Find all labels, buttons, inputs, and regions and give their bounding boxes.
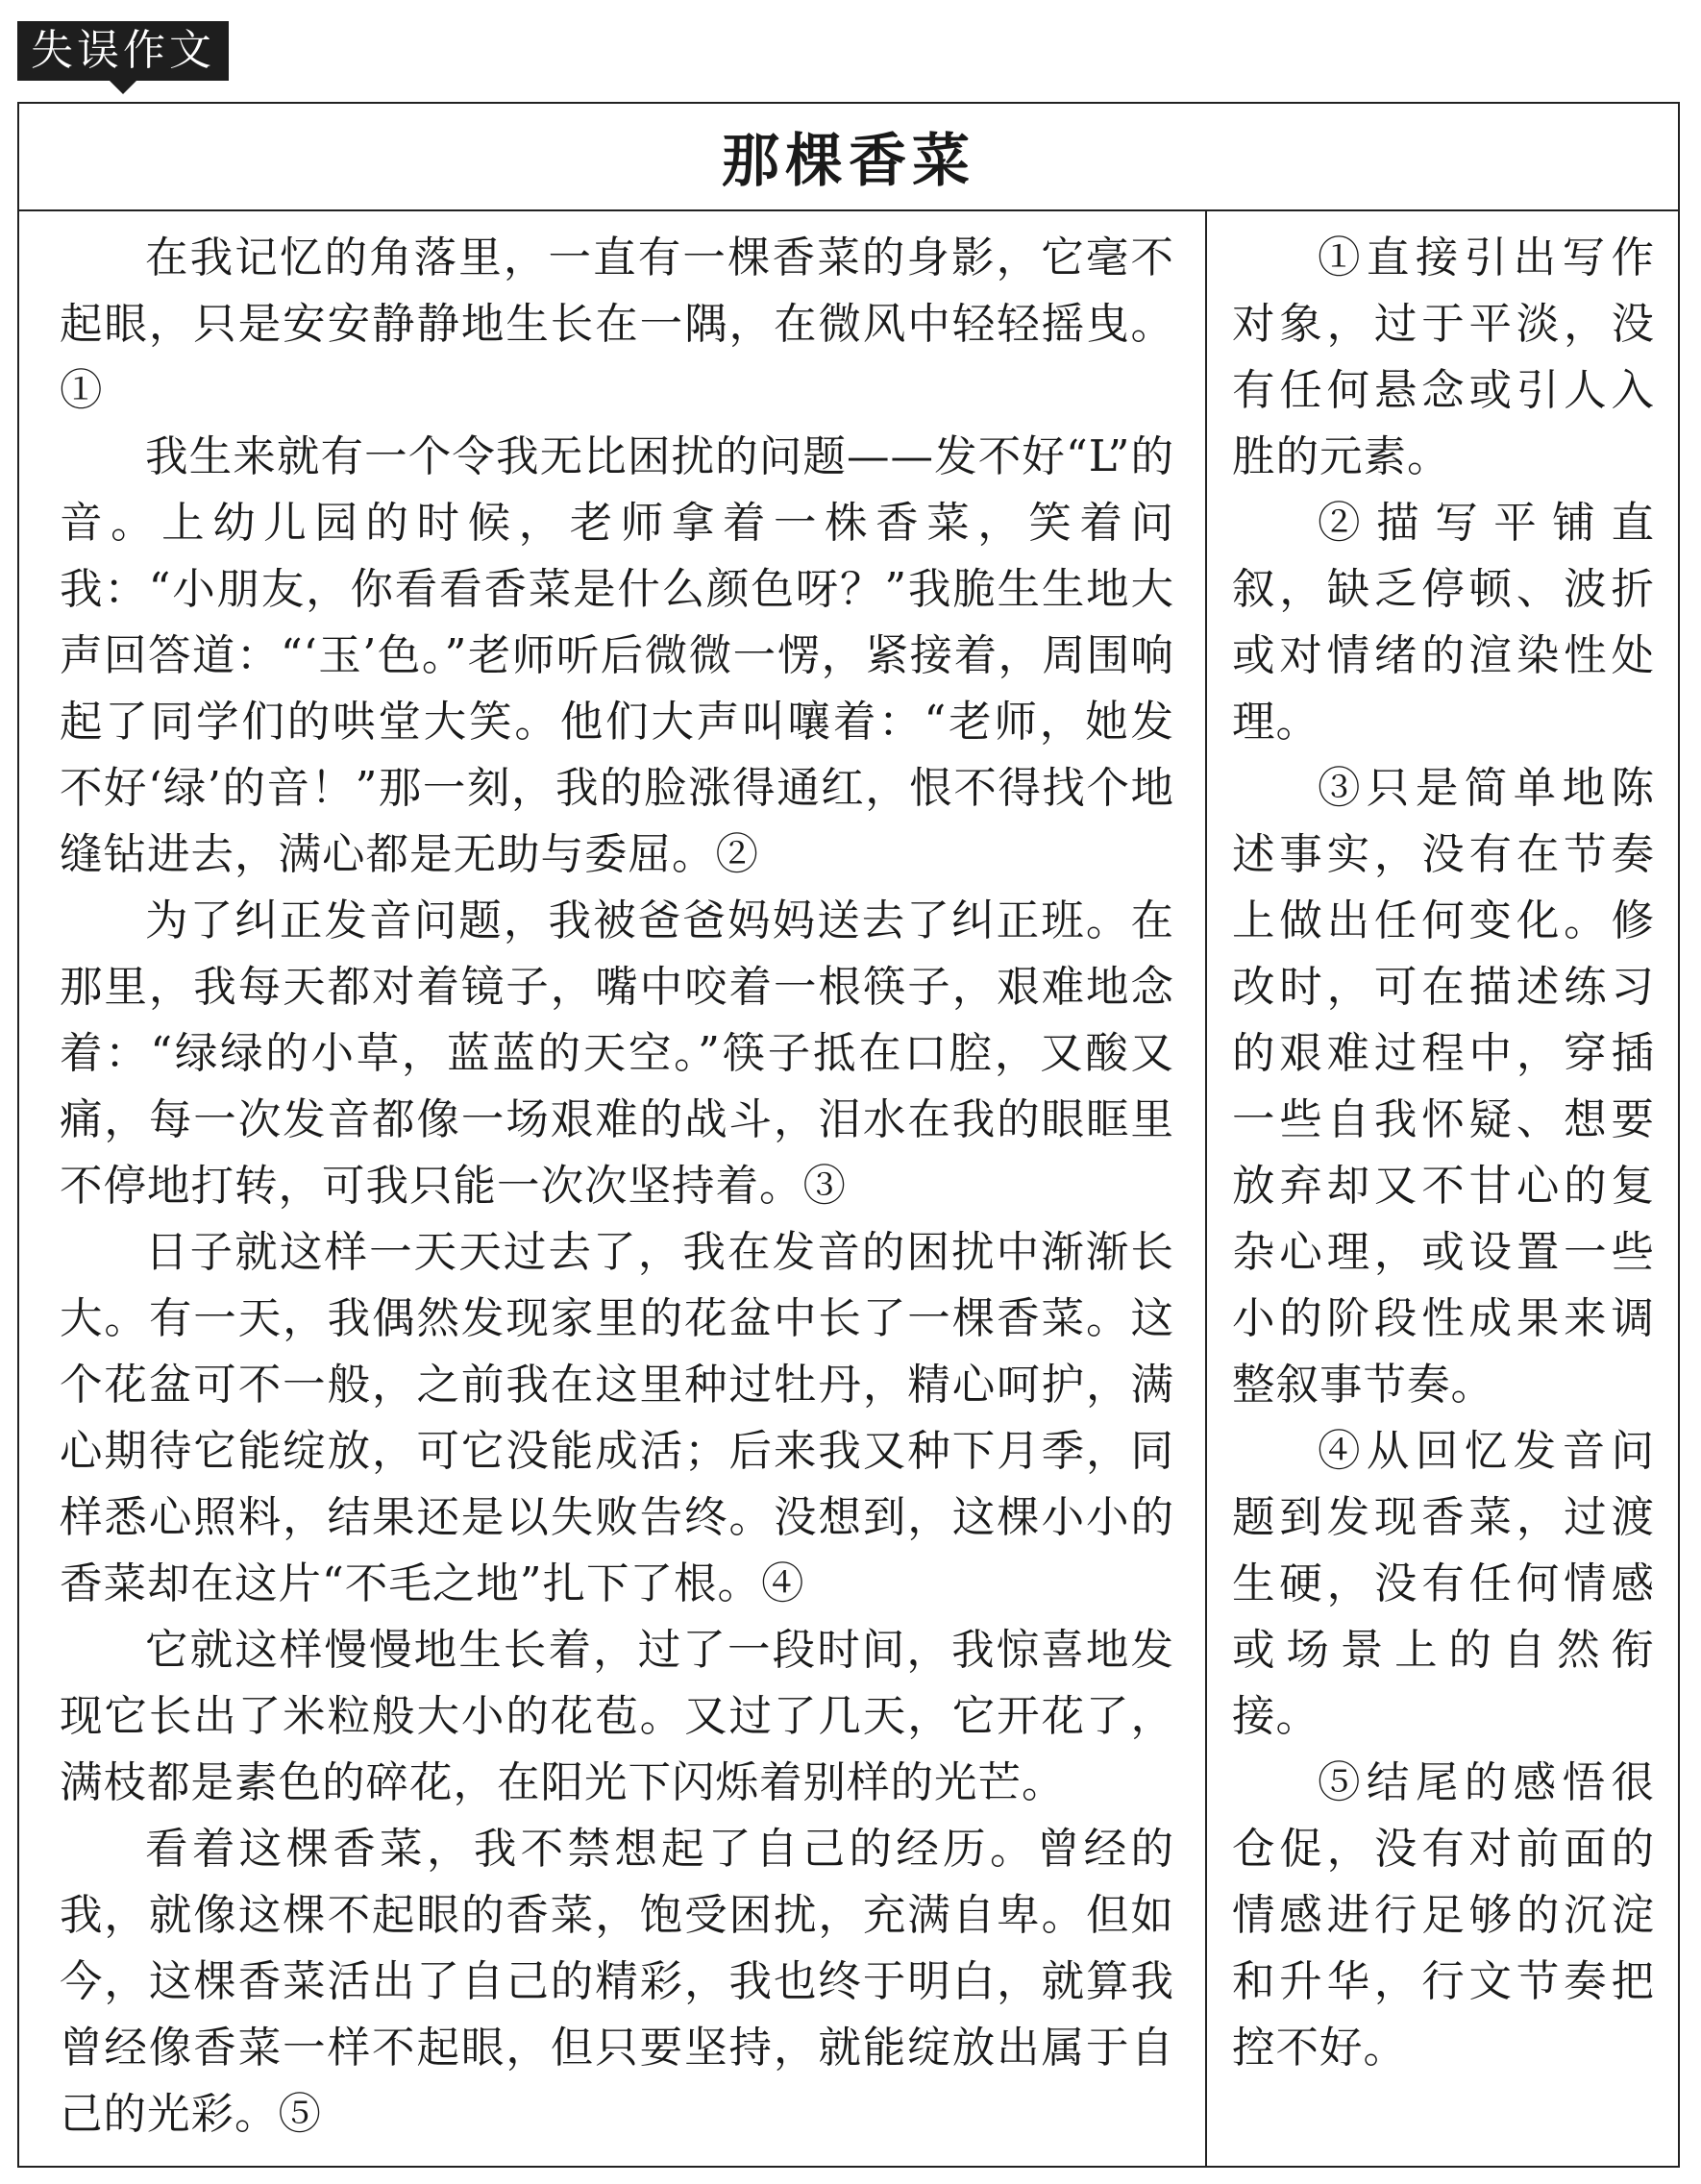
article-frame bbox=[17, 102, 1680, 2168]
essay-paragraph: 为了纠正发音问题，我被爸爸妈妈送去了纠正班。在那里，我每天都对着镜子，嘴中咬着一根筷子，艰难地念着：“绿绿的小草，蓝蓝的天空。”筷子抵在口腔，又酸又痛，每一次发音都像一场艰难的战斗，泪水在我的眼眶里不停地打转，可我只能一次次坚持着。③ bbox=[60, 896, 1174, 1211]
commentary-note: ⑤结尾的感悟很仓促，没有对前面的情感进行足够的沉淀和升华，行文节奏把控不好。 bbox=[1232, 1758, 1655, 2073]
commentary-column bbox=[1232, 225, 1655, 2081]
tag-pointer bbox=[110, 81, 136, 94]
section-tag: 失误作文 bbox=[17, 21, 229, 81]
essay-paragraph: 看着这棵香菜，我不禁想起了自己的经历。曾经的我，就像这棵不起眼的香菜，饱受困扰，充满自卑。但如今，这棵香菜活出了自己的精彩，我也终于明白，就算我曾经像香菜一样不起眼，但只要坚持，就能绽放出属于自己的光彩。⑤ bbox=[60, 1825, 1174, 2139]
commentary-note: ③只是简单地陈述事实，没有在节奏上做出任何变化。修改时，可在描述练习的艰难过程中，穿插一些自我怀疑、想要放弃却又不甘心的复杂心理，或设置一些小的阶段性成果来调整叙事节奏。 bbox=[1232, 764, 1655, 1410]
essay-paragraph: 在我记忆的角落里，一直有一棵香菜的身影，它毫不起眼，只是安安静静地生长在一隅，在微风中轻轻摇曳。① bbox=[60, 233, 1174, 415]
essay-body bbox=[60, 225, 1174, 2147]
commentary-note: ①直接引出写作对象，过于平淡，没有任何悬念或引人入胜的元素。 bbox=[1232, 233, 1655, 481]
commentary-note: ④从回忆发音问题到发现香菜，过渡生硬，没有任何情感或场景上的自然衔接。 bbox=[1232, 1427, 1655, 1741]
title-row bbox=[19, 104, 1678, 211]
essay-paragraph: 我生来就有一个令我无比困扰的问题——发不好“L”的音。上幼儿园的时候，老师拿着一株香菜，笑着问我：“小朋友，你看看香菜是什么颜色呀？”我脆生生地大声回答道：“‘玉’色。”老师听后微微一愣，紧接着，周围响起了同学们的哄堂大笑。他们大声叫嚷着：“老师，她发不好‘绿’的音！”那一刻，我的脸涨得通红，恨不得找个地缝钻进去，满心都是无助与委屈。② bbox=[60, 432, 1174, 879]
commentary-note: ②描写平铺直叙，缺乏停顿、波折或对情绪的渲染性处理。 bbox=[1232, 499, 1655, 747]
essay-paragraph: 日子就这样一天天过去了，我在发音的困扰中渐渐长大。有一天，我偶然发现家里的花盆中长了一棵香菜。这个花盆可不一般，之前我在这里种过牡丹，精心呵护，满心期待它能绽放，可它没能成活；后来我又种下月季，同样悉心照料，结果还是以失败告终。没想到，这棵小小的香菜却在这片“不毛之地”扎下了根。④ bbox=[60, 1228, 1174, 1608]
essay-paragraph: 它就这样慢慢地生长着，过了一段时间，我惊喜地发现它长出了米粒般大小的花苞。又过了几天，它开花了，满枝都是素色的碎花，在阳光下闪烁着别样的光芒。 bbox=[60, 1626, 1174, 1807]
article-title: 那棵香菜 bbox=[722, 128, 975, 195]
column-divider bbox=[1205, 209, 1207, 2166]
